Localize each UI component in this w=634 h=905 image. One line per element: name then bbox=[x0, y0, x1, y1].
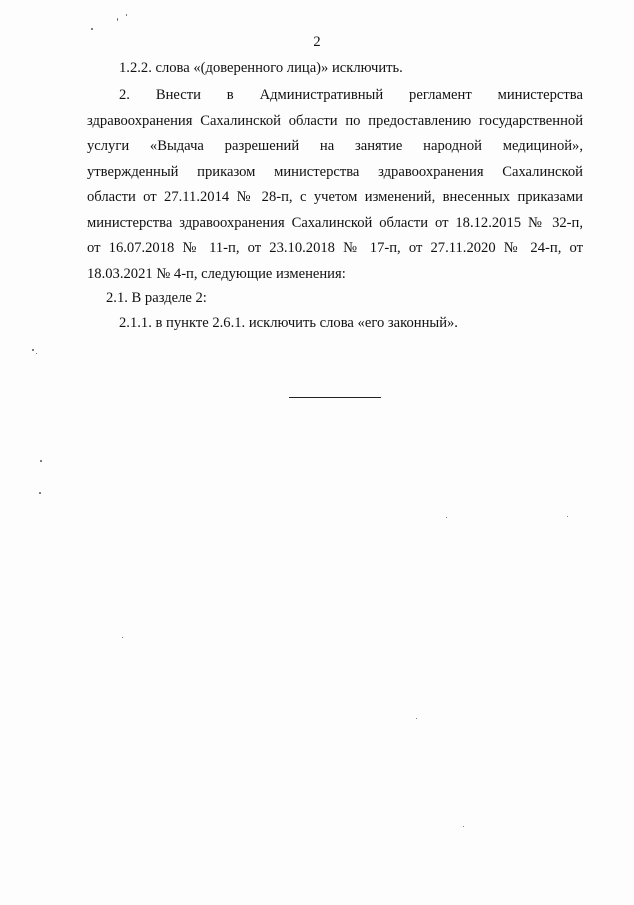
scan-speck bbox=[40, 460, 42, 462]
scan-speck bbox=[32, 349, 34, 351]
scan-speck bbox=[126, 14, 127, 16]
paragraph-2-1-1-text: 2.1.1. в пункте 2.6.1. исключить слова «его законный». bbox=[119, 315, 458, 331]
scan-speck bbox=[39, 492, 41, 494]
paragraph-2-line-2: здравоохранения Сахалинской области по предоставлению государственной bbox=[87, 112, 583, 129]
paragraph-2-1 bbox=[87, 286, 583, 312]
scan-speck bbox=[36, 353, 37, 354]
paragraph-2-1-text: 2.1. В разделе 2: bbox=[106, 290, 207, 306]
paragraph-2-line-8: 18.03.2021 № 4-п, следующие изменения: bbox=[87, 265, 346, 282]
paragraph-2-word: министерства bbox=[497, 87, 583, 103]
scan-speck bbox=[91, 28, 93, 30]
scan-speck bbox=[416, 718, 417, 719]
scan-speck bbox=[446, 517, 447, 518]
scan-speck bbox=[117, 18, 118, 21]
paragraph-2-line-5: области от 27.11.2014 № 28-п, с учетом изменений, внесенных приказами bbox=[87, 189, 583, 205]
paragraph-2-word: регламент bbox=[409, 87, 472, 103]
page-number: 2 bbox=[313, 34, 321, 50]
scan-speck bbox=[463, 826, 464, 827]
paragraph-2-line-7: от 16.07.2018 № 11-п, от 23.10.2018 № 17-п, от 27.11.2020 № 24-п, от bbox=[87, 240, 583, 256]
scan-speck bbox=[122, 637, 123, 638]
paragraph-2-word: в bbox=[226, 87, 234, 103]
paragraph-1-2-2 bbox=[87, 56, 583, 82]
paragraph-2-line-3: услуги «Выдача разрешений на занятие народной медициной», bbox=[87, 138, 583, 154]
paragraph-2 bbox=[87, 83, 583, 287]
paragraph-2-word: 2. bbox=[119, 87, 130, 103]
paragraph-1-2-2-text: 1.2.2. слова «(доверенного лица)» исключить. bbox=[119, 60, 403, 76]
paragraph-2-line-6: министерства здравоохранения Сахалинской области от 18.12.2015 № 32-п, bbox=[87, 214, 583, 231]
paragraph-2-1-1 bbox=[87, 311, 583, 337]
paragraph-2-word: Административный bbox=[259, 87, 384, 103]
paragraph-2-line-4: утвержденный приказом министерства здравоохранения Сахалинской bbox=[87, 163, 583, 180]
scan-speck bbox=[567, 516, 568, 517]
paragraph-2-line-1 bbox=[87, 83, 583, 109]
closing-divider bbox=[289, 397, 381, 398]
paragraph-2-word: Внести bbox=[155, 87, 201, 103]
